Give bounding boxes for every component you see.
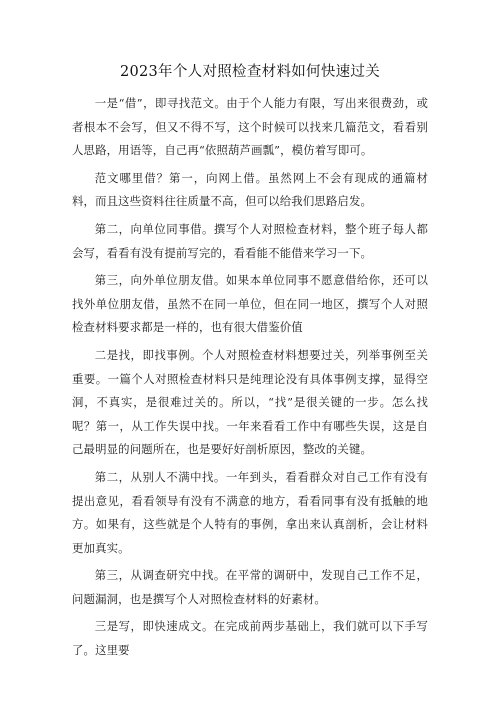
- paragraph-5: 二是找，即找事例。个人对照检查材料想要过关，列举事例至关重要。一篇个人对照检查材料只是纯理论没有具体事例支撑，显得空洞，不真实，是很难过关的。所以，“找”是很关键的一步。怎么找呢？第一，从工作失误中找。一年来看看工作中有哪些失误，这是自己最明显的问题所在，也是要好好剖析原因，整改的关键。: [72, 347, 428, 457]
- paragraph-6: 第二，从别人不满中找。一年到头，看看群众对自己工作有没有提出意见，看看领导有没有不满意的地方，看看同事有没有抵触的地方。如果有，这些就是个人特有的事例，拿出来认真剖析，会让材料更加真实。: [72, 469, 428, 555]
- paragraph-1: 一是“借”，即寻找范文。由于个人能力有限，写出来很费劲，或者根本不会写，但又不得不写，这个时候可以找来几篇范文，看看别人思路，用语等，自己再“依照葫芦画瓢”，模仿着写即可。: [72, 96, 428, 158]
- paragraph-3: 第二，向单位同事借。撰写个人对照检查材料，整个班子每人都会写，看看有没有提前写完的，看看能不能借来学习一下。: [72, 221, 428, 260]
- paragraph-2: 范文哪里借？第一，向网上借。虽然网上不会有现成的通篇材料，而且这些资料往往质量不高，但可以给我们思路启发。: [72, 170, 428, 209]
- paragraph-7: 第三，从调查研究中找。在平常的调研中，发现自己工作不足，问题漏洞，也是撰写个人对照检查材料的好素材。: [72, 568, 428, 606]
- paragraph-8: 三是写，即快速成文。在完成前两步基础上，我们就可以下手写了。这里要: [72, 619, 428, 658]
- paragraph-4: 第三，向外单位朋友借。如果本单位同事不愿意借给你，还可以找外单位朋友借，虽然不在同一单位，但在同一地区，撰写个人对照检查材料要求都是一样的，也有很大借鉴价值: [72, 273, 428, 335]
- document-title: 2023年个人对照检查材料如何快速过关: [119, 64, 381, 80]
